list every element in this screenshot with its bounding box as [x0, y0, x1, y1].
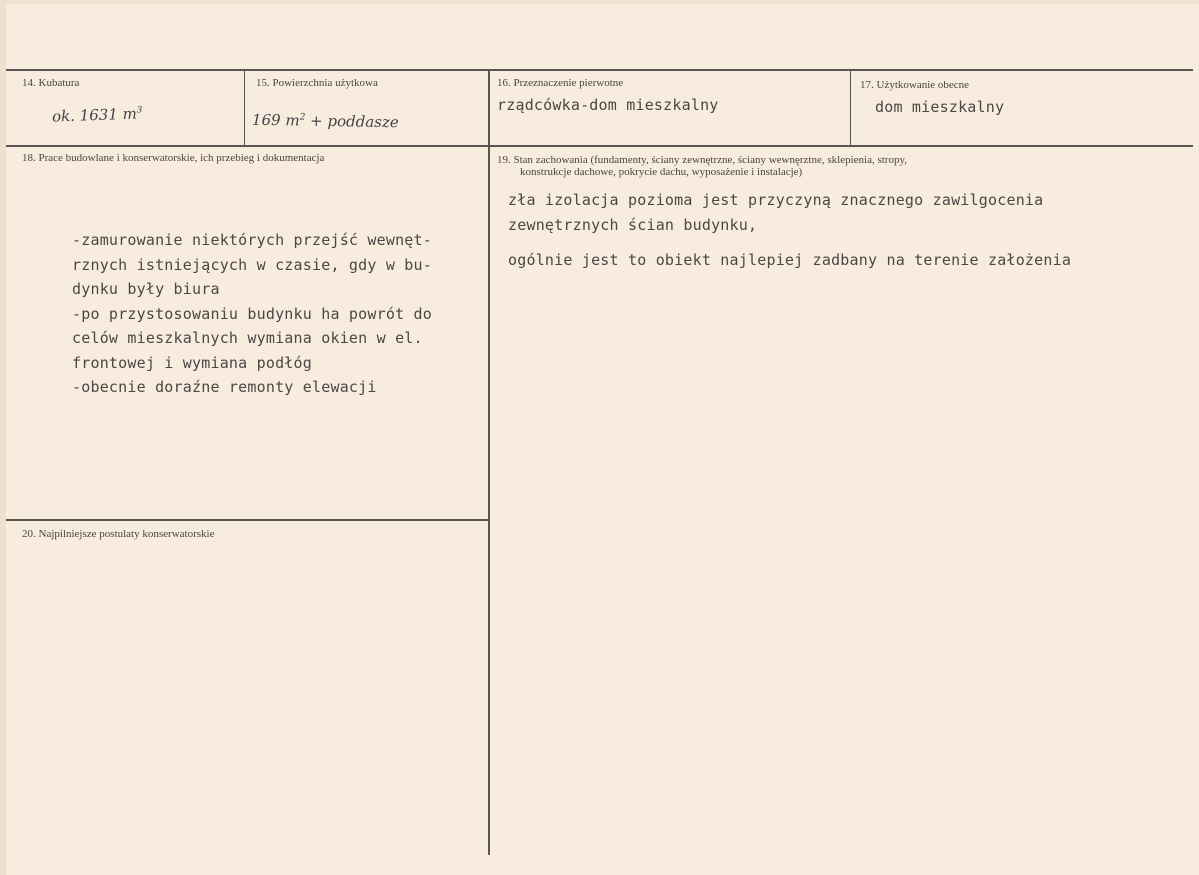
field-14-value-sup: 3 — [136, 105, 143, 116]
field-14-value — [52, 104, 143, 125]
field-19-label-line-1: 19. Stan zachowania (fundamenty, ściany zewnętrzne, ściany wewnęrztne, sklepienia, stropy, — [497, 154, 908, 166]
field-19-line: zła izolacja pozioma jest przyczyną znacznego zawilgocenia — [508, 191, 1044, 209]
rule-col-16-17 — [850, 70, 851, 146]
field-15-value-sup: 2 — [299, 112, 306, 123]
field-15-label: 15. Powierzchnia użytkowa — [256, 77, 378, 89]
field-19-line: zewnętrznych ścian budynku, — [508, 216, 758, 234]
field-20-label: 20. Najpilniejsze postulaty konserwatorskie — [22, 528, 215, 540]
paper-left-edge — [0, 0, 6, 875]
rule-row-1-bottom — [6, 145, 1193, 147]
field-18-label: 18. Prace budowlane i konserwatorskie, ich przebieg i dokumentacja — [22, 152, 325, 164]
field-15-value-text-b: + poddasze — [305, 111, 399, 132]
field-18-line: frontowej i wymiana podłóg — [72, 353, 312, 372]
rule-section-20-top — [6, 519, 489, 521]
field-17-label: 17. Użytkowanie obecne — [860, 79, 970, 91]
field-18-line: celów mieszkalnych wymiana okien w el. — [72, 329, 423, 347]
field-18-line: -zamurowanie niektórych przejść wewnęt- — [72, 231, 432, 249]
field-15-value — [252, 111, 399, 132]
field-19-line: ogólnie jest to obiekt najlepiej zadbany na terenie założenia — [508, 251, 1072, 269]
field-19-label-line-2: konstrukcje dachowe, pokrycie dachu, wyposażenie i instalacje) — [520, 166, 803, 178]
field-18-text — [72, 228, 432, 400]
rule-col-15-16 — [488, 70, 490, 855]
field-18-line: -obecnie doraźne remonty elewacji — [72, 378, 377, 396]
field-14-label: 14. Kubatura — [22, 77, 80, 89]
field-15-value-text-a: 169 m — [251, 110, 300, 130]
field-18-line: rznych istniejących w czasie, gdy w bu- — [72, 255, 432, 274]
rule-col-14-15 — [244, 70, 245, 146]
field-18-line: -po przystosowaniu budynku ha powrót do — [72, 304, 432, 323]
field-14-value-text: ok. 1631 m — [51, 104, 138, 126]
field-18-line: dynku były biura — [72, 280, 220, 298]
paper-top-edge — [0, 0, 1199, 4]
rule-top-row — [6, 69, 1193, 71]
field-16-value: rządcówka-dom mieszkalny — [497, 96, 719, 114]
field-16-label: 16. Przeznaczenie pierwotne — [497, 77, 624, 89]
field-17-value: dom mieszkalny — [875, 98, 1005, 116]
